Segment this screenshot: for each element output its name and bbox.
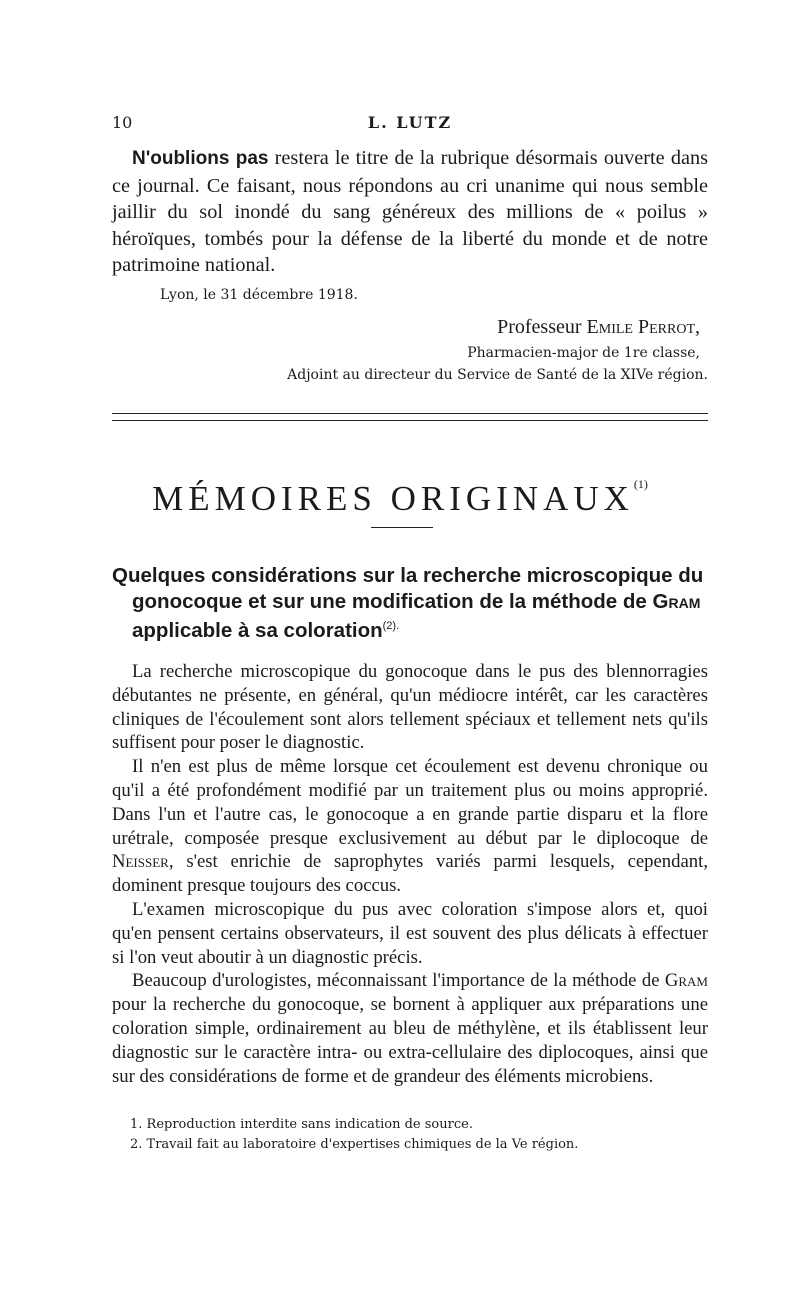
page-header <box>112 113 708 135</box>
article-title-line-3: applicable à sa coloration$^{(2).}$ <box>132 618 400 642</box>
footnote-2: 2. Travail fait au laboratoire d'expertises chimiques de la Ve région. <box>130 1136 579 1152</box>
body-paragraph-2: Il n'en est plus de même lorsque cet écoulement est devenu chronique ou qu'il a été profondément modifié par un traitement plus ou moins approprié. Dans l'un et l'autre cas, le gonocoque a en grande partie disparu et la flore urétrale, composée presque exclusivement au début par le diplocoque de Neisser, s'est enrichie de saprophytes variés parmi lesquels, cependant, dominent presque toujours des coccus. <box>112 756 708 897</box>
section-divider-top <box>112 413 708 414</box>
running-head: L. LUTZ <box>367 113 453 132</box>
signature-position: Adjoint au directeur du Service de Santé de la XIVe région. <box>287 367 708 383</box>
intro-paragraph <box>112 145 708 279</box>
gram-name: Gram <box>652 589 701 613</box>
intro-paragraph-block <box>112 145 708 279</box>
signature-name: Professeur Emile Perrot, <box>497 316 700 338</box>
gram-name-body: Gram <box>664 970 708 992</box>
body-paragraph-1: La recherche microscopique du gonocoque dans le pus des blennorragies débutantes ne présente, en général, qu'un médiocre intérêt, car les caractères cliniques de l'écoulement sont alors tellement spéciaux et tellement nets qu'ils suffisent pour poser le diagnostic. <box>112 661 708 754</box>
title-underline <box>371 527 433 528</box>
signature-place-date: Lyon, le 31 décembre 1918. <box>160 287 358 303</box>
article-title-line-2: gonocoque et sur une modification de la méthode de Gram <box>132 589 701 613</box>
footnote-1: 1. Reproduction interdite sans indication de source. <box>130 1117 473 1132</box>
section-note-mark: (1) <box>633 477 648 491</box>
intro-lead: N'oublions pas <box>132 148 269 169</box>
article-note-mark: (2). <box>382 620 400 632</box>
body-paragraph-4: Beaucoup d'urologistes, méconnaissant l'importance de la méthode de Gram pour la recherche du gonocoque, se bornent à appliquer aux préparations une coloration simple, ordinairement au bleu de méthylène, et ils établissent leur diagnostic sur le caractère intra- ou extra-cellulaire des diplocoques, ainsi que sur des considérations de forme et de grandeur des éléments microbiens. <box>112 970 708 1087</box>
author-name: Emile Perrot, <box>586 316 700 338</box>
article-title <box>112 563 712 643</box>
neisser-name: Neisser <box>112 851 169 873</box>
article-body <box>112 660 708 1088</box>
article-title-line-1: Quelques considérations sur la recherche microscopique du <box>112 564 704 587</box>
footnotes <box>130 1115 690 1154</box>
section-divider-bottom <box>112 420 708 421</box>
signature-rank: Pharmacien-major de 1re classe, <box>467 345 700 361</box>
page-number: 10 <box>112 113 133 132</box>
section-title: MÉMOIRES ORIGINAUX$^{(1)}$ <box>152 477 648 518</box>
body-paragraph-3: L'examen microscopique du pus avec coloration s'impose alors et, quoi qu'en pensent certains observateurs, il est souvent des plus délicats à effectuer si l'on veut aboutir à un diagnostic précis. <box>112 898 708 968</box>
intro-text: restera le titre de la rubrique désormais ouverte dans ce journal. Ce faisant, nous répondons au cri unanime qui nous semble jaillir du sol inondé du sang généreux des millions de « poilus » héroïques, tombés pour la défense de la liberté du monde et de notre patrimoine national. <box>112 147 708 276</box>
